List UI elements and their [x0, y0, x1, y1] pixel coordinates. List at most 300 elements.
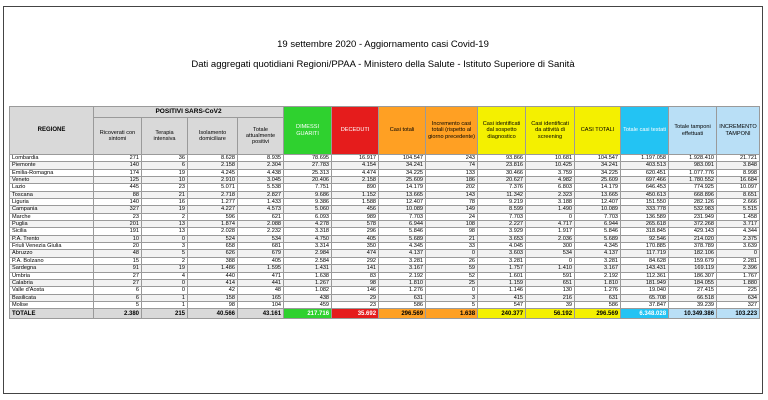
table-cell: 108 — [426, 221, 478, 228]
table-cell: 3.929 — [478, 228, 526, 235]
region-name: Sardegna — [10, 265, 94, 272]
table-cell: 184.055 — [669, 279, 717, 286]
table-cell: 25.609 — [575, 177, 621, 184]
table-row — [10, 228, 760, 235]
table-cell: 48 — [94, 250, 142, 257]
table-cell: 19 — [142, 265, 188, 272]
table-cell: 9.686 — [284, 191, 332, 198]
table-cell: 10.089 — [379, 206, 426, 213]
table-cell: 1.433 — [238, 199, 284, 206]
table-cell: 620.451 — [621, 169, 669, 176]
table-cell: 989 — [332, 213, 379, 220]
table-cell: 146 — [332, 287, 379, 294]
region-name: Marche — [10, 213, 94, 220]
total-cell: 296.569 — [379, 309, 426, 319]
table-cell: 5.689 — [575, 235, 621, 242]
table-cell: 1.490 — [526, 206, 575, 213]
table-cell: 441 — [238, 279, 284, 286]
table-cell: 93.866 — [478, 155, 526, 162]
region-name: Friuli Venezia Giulia — [10, 243, 94, 250]
table-cell: 91 — [94, 265, 142, 272]
region-name: Campania — [10, 206, 94, 213]
table-cell: 1.276 — [379, 287, 426, 294]
table-cell: 6 — [94, 287, 142, 294]
table-cell: 534 — [238, 235, 284, 242]
table-cell: 27 — [94, 279, 142, 286]
table-cell: 191 — [94, 228, 142, 235]
table-cell: 12.407 — [379, 199, 426, 206]
table-cell: 140 — [94, 162, 142, 169]
table-cell: 34.225 — [379, 169, 426, 176]
table-cell: 5.846 — [575, 228, 621, 235]
table-cell: 1.276 — [575, 287, 621, 294]
table-cell: 403.513 — [621, 162, 669, 169]
table-cell: 1 — [142, 294, 188, 301]
table-cell: 1.757 — [478, 265, 526, 272]
table-cell: 4.137 — [575, 250, 621, 257]
table-cell: 1.595 — [238, 265, 284, 272]
table-cell: 2 — [142, 257, 188, 264]
region-name: P.A. Trento — [10, 235, 94, 242]
table-cell: 890 — [332, 184, 379, 191]
table-cell: 4.438 — [238, 169, 284, 176]
table-cell: 1.780.552 — [669, 177, 717, 184]
table-row — [10, 272, 760, 279]
table-cell: 186 — [426, 177, 478, 184]
table-cell: 5.060 — [284, 206, 332, 213]
table-cell: 271 — [94, 155, 142, 162]
table-cell: 7.751 — [284, 184, 332, 191]
table-cell: 1.410 — [526, 265, 575, 272]
total-cell: 56.192 — [526, 309, 575, 319]
table-cell: 2.666 — [717, 199, 760, 206]
table-cell: 429.143 — [669, 228, 717, 235]
table-cell: 201 — [94, 221, 142, 228]
region-name: Molise — [10, 301, 94, 308]
table-cell: 42 — [188, 287, 238, 294]
table-cell: 3.167 — [575, 265, 621, 272]
table-cell: 2.375 — [717, 235, 760, 242]
table-cell: 65.708 — [621, 294, 669, 301]
table-cell: 8.599 — [478, 206, 526, 213]
table-cell: 3.167 — [379, 265, 426, 272]
table-cell: 333.778 — [621, 206, 669, 213]
table-cell: 4.474 — [332, 169, 379, 176]
table-cell: 98 — [188, 301, 238, 308]
table-cell: 8.998 — [717, 169, 760, 176]
table-cell: 3 — [426, 294, 478, 301]
table-cell: 5 — [142, 250, 188, 257]
region-name: P.A. Bolzano — [10, 257, 94, 264]
table-row — [10, 243, 760, 250]
header-tamponi: Totale tamponi effettuati — [669, 107, 717, 155]
table-cell: 52 — [426, 272, 478, 279]
table-cell: 4.750 — [284, 235, 332, 242]
table-cell: 2.227 — [478, 221, 526, 228]
region-name: Emilia-Romagna — [10, 169, 94, 176]
table-cell: 170.885 — [621, 243, 669, 250]
table-cell: 0 — [142, 279, 188, 286]
table-cell: 16 — [142, 199, 188, 206]
table-cell: 3.318 — [284, 228, 332, 235]
table-cell: 459 — [284, 301, 332, 308]
table-cell: 8.628 — [188, 155, 238, 162]
table-cell: 19.040 — [621, 287, 669, 294]
table-row — [10, 287, 760, 294]
table-cell: 626 — [188, 250, 238, 257]
region-name: Lazio — [10, 184, 94, 191]
table-cell: 2.192 — [575, 272, 621, 279]
header-dimessi: DIMESSI GUARITI — [284, 107, 332, 155]
table-cell: 1.197.058 — [621, 155, 669, 162]
table-cell: 92.546 — [621, 235, 669, 242]
table-cell: 143 — [426, 191, 478, 198]
header-incremento-casi: Incremento casi totali (rispetto al giorno precedente) — [426, 107, 478, 155]
table-cell: 6.944 — [575, 221, 621, 228]
table-cell: 186.307 — [669, 272, 717, 279]
table-cell: 586 — [575, 301, 621, 308]
table-cell: 534 — [526, 250, 575, 257]
table-row — [10, 301, 760, 308]
table-cell: 2.984 — [284, 250, 332, 257]
table-cell: 1.588 — [332, 199, 379, 206]
total-cell: 296.569 — [575, 309, 621, 319]
header-casi-totali-2: CASI TOTALI — [575, 107, 621, 155]
table-cell: 1.810 — [379, 279, 426, 286]
table-cell: 125 — [94, 177, 142, 184]
total-cell: 6.348.028 — [621, 309, 669, 319]
table-cell: 9.386 — [284, 199, 332, 206]
positivi-group-header: POSITIVI SARS-CoV2 — [94, 107, 284, 118]
table-cell: 1 — [142, 301, 188, 308]
table-cell: 13 — [142, 221, 188, 228]
table-cell: 78 — [426, 199, 478, 206]
table-cell: 78.695 — [284, 155, 332, 162]
header-terapia-intensiva: Terapia intensiva — [142, 118, 188, 155]
table-cell: 30.466 — [478, 169, 526, 176]
table-cell: 1.267 — [284, 279, 332, 286]
table-cell: 596 — [188, 213, 238, 220]
table-cell: 74 — [426, 162, 478, 169]
table-cell: 681 — [238, 243, 284, 250]
header-ricoverati: Ricoverati con sintomi — [94, 118, 142, 155]
covid-data-table — [9, 106, 760, 319]
header-deceduti: DECEDUTI — [332, 107, 379, 155]
table-row — [10, 250, 760, 257]
region-name: Calabria — [10, 279, 94, 286]
total-cell: 103.223 — [717, 309, 760, 319]
table-cell: 3.045 — [238, 177, 284, 184]
table-cell: 2.718 — [188, 191, 238, 198]
table-cell: 2.281 — [717, 257, 760, 264]
table-body — [10, 155, 760, 309]
table-cell: 621 — [238, 213, 284, 220]
table-cell: 83 — [332, 272, 379, 279]
table-cell: 4.573 — [238, 206, 284, 213]
table-cell: 634 — [717, 294, 760, 301]
table-cell: 471 — [238, 272, 284, 279]
table-cell: 2.192 — [379, 272, 426, 279]
table-cell: 3 — [142, 243, 188, 250]
table-cell: 37.847 — [621, 301, 669, 308]
table-cell: 2.028 — [188, 228, 238, 235]
table-cell: 1.601 — [478, 272, 526, 279]
table-cell: 14.179 — [379, 184, 426, 191]
table-cell: 3.603 — [478, 250, 526, 257]
table-cell: 12.407 — [575, 199, 621, 206]
table-cell: 3.759 — [526, 169, 575, 176]
table-cell: 4.344 — [717, 228, 760, 235]
table-cell: 16.684 — [717, 177, 760, 184]
table-cell: 0 — [526, 213, 575, 220]
table-cell: 182.106 — [669, 250, 717, 257]
table-cell: 216 — [526, 294, 575, 301]
table-cell: 405 — [332, 235, 379, 242]
table-cell: 4.278 — [284, 221, 332, 228]
table-cell: 3.848 — [717, 162, 760, 169]
table-row — [10, 191, 760, 198]
table-cell: 3.281 — [478, 257, 526, 264]
report-sheet — [3, 6, 763, 394]
table-cell: 2.323 — [526, 191, 575, 198]
table-cell: 3.717 — [717, 221, 760, 228]
table-cell: 10.097 — [717, 184, 760, 191]
table-cell: 16.917 — [332, 155, 379, 162]
table-cell: 141 — [332, 265, 379, 272]
table-cell: 84.628 — [621, 257, 669, 264]
table-cell: 158 — [188, 294, 238, 301]
region-name: Lombardia — [10, 155, 94, 162]
table-cell: 532.983 — [669, 206, 717, 213]
table-cell: 7.703 — [478, 213, 526, 220]
table-cell: 3.281 — [379, 257, 426, 264]
table-cell: 48 — [238, 287, 284, 294]
table-cell: 327 — [94, 206, 142, 213]
table-cell: 33 — [426, 243, 478, 250]
table-cell: 445 — [94, 184, 142, 191]
table-cell: 21 — [426, 235, 478, 242]
table-cell: 2.232 — [238, 228, 284, 235]
table-cell: 2.584 — [284, 257, 332, 264]
total-cell: 40.566 — [188, 309, 238, 319]
table-cell: 1.917 — [526, 228, 575, 235]
table-cell: 20.406 — [284, 177, 332, 184]
table-cell: 440 — [188, 272, 238, 279]
region-name: Abruzzo — [10, 250, 94, 257]
total-cell: 1.638 — [426, 309, 478, 319]
table-row — [10, 221, 760, 228]
total-cell: 240.377 — [478, 309, 526, 319]
table-cell: 414 — [188, 279, 238, 286]
table-cell: 231.949 — [669, 213, 717, 220]
table-cell: 133 — [426, 169, 478, 176]
table-cell: 112.361 — [621, 272, 669, 279]
header-row-group — [10, 107, 760, 118]
table-row — [10, 169, 760, 176]
region-name: Veneto — [10, 177, 94, 184]
table-cell: 1.077.776 — [669, 169, 717, 176]
table-cell: 2.158 — [332, 177, 379, 184]
table-cell: 327 — [717, 301, 760, 308]
region-name: Basilicata — [10, 294, 94, 301]
table-cell: 24 — [426, 213, 478, 220]
table-cell: 282.126 — [669, 199, 717, 206]
table-cell: 181.949 — [621, 279, 669, 286]
table-cell: 36 — [142, 155, 188, 162]
table-cell: 143.431 — [621, 265, 669, 272]
table-cell: 23 — [94, 213, 142, 220]
table-cell: 405 — [238, 257, 284, 264]
header-totale-positivi: Totale attualmente positivi — [238, 118, 284, 155]
table-cell: 296 — [332, 228, 379, 235]
table-cell: 2.827 — [238, 191, 284, 198]
table-cell: 10 — [142, 177, 188, 184]
table-cell: 4.345 — [575, 243, 621, 250]
table-cell: 66.518 — [669, 294, 717, 301]
table-cell: 225 — [717, 287, 760, 294]
table-cell: 2.304 — [238, 162, 284, 169]
header-casi-testati: Totale casi testati — [621, 107, 669, 155]
table-cell: 1.767 — [717, 272, 760, 279]
table-row — [10, 235, 760, 242]
table-cell: 3.188 — [526, 199, 575, 206]
table-cell: 474 — [332, 250, 379, 257]
table-cell: 1.458 — [717, 213, 760, 220]
table-cell: 104 — [238, 301, 284, 308]
table-cell: 165 — [238, 294, 284, 301]
region-name: Toscana — [10, 191, 94, 198]
table-cell: 378.789 — [669, 243, 717, 250]
table-cell: 5 — [94, 301, 142, 308]
table-cell: 0 — [717, 250, 760, 257]
table-cell: 415 — [478, 294, 526, 301]
report-title: 19 settembre 2020 - Aggiornamento casi Covid-19 — [277, 39, 489, 50]
totals-label: TOTALE — [10, 309, 94, 319]
table-cell: 25.609 — [379, 177, 426, 184]
table-cell: 1.638 — [284, 272, 332, 279]
table-cell: 10 — [94, 235, 142, 242]
table-cell: 5.689 — [379, 235, 426, 242]
table-cell: 668.896 — [669, 191, 717, 198]
table-cell: 29 — [332, 294, 379, 301]
table-cell: 2.910 — [188, 177, 238, 184]
table-cell: 98 — [332, 279, 379, 286]
table-cell: 6.803 — [526, 184, 575, 191]
table-cell: 0 — [426, 287, 478, 294]
table-cell: 25.313 — [284, 169, 332, 176]
table-cell: 98 — [426, 228, 478, 235]
report-subtitle: Dati aggregati quotidiani Regioni/PPAA - Ministero della Salute - Istituto Superiore di Sanità — [191, 59, 575, 70]
table-cell: 88 — [94, 191, 142, 198]
table-cell: 117.719 — [621, 250, 669, 257]
table-cell: 5.846 — [379, 228, 426, 235]
region-header: REGIONE — [10, 107, 94, 155]
table-row — [10, 177, 760, 184]
total-cell: 10.349.386 — [669, 309, 717, 319]
table-cell: 151.550 — [621, 199, 669, 206]
table-cell: 1.874 — [188, 221, 238, 228]
table-cell: 1.146 — [478, 287, 526, 294]
table-cell: 6 — [142, 162, 188, 169]
header-sospetto-diagnostico: Casi identificati dal sospetto diagnostico — [478, 107, 526, 155]
table-row — [10, 257, 760, 264]
table-cell: 130 — [526, 287, 575, 294]
table-cell: 243 — [426, 155, 478, 162]
region-name: Sicilia — [10, 228, 94, 235]
table-cell: 697.466 — [621, 177, 669, 184]
table-cell: 5.538 — [238, 184, 284, 191]
table-cell: 456 — [332, 206, 379, 213]
table-cell: 13.665 — [575, 191, 621, 198]
table-cell: 265.618 — [621, 221, 669, 228]
table-cell: 300 — [526, 243, 575, 250]
table-cell: 524 — [188, 235, 238, 242]
total-cell: 217.716 — [284, 309, 332, 319]
table-cell: 586 — [379, 301, 426, 308]
table-cell: 214.020 — [669, 235, 717, 242]
table-cell: 20 — [94, 243, 142, 250]
table-cell: 2.396 — [717, 265, 760, 272]
table-cell: 578 — [332, 221, 379, 228]
table-cell: 27.415 — [669, 287, 717, 294]
table-cell: 646.453 — [621, 184, 669, 191]
total-cell: 215 — [142, 309, 188, 319]
table-cell: 4.345 — [379, 243, 426, 250]
table-cell: 23 — [332, 301, 379, 308]
table-cell: 388 — [188, 257, 238, 264]
table-cell: 149 — [426, 206, 478, 213]
table-cell: 20.627 — [478, 177, 526, 184]
table-cell: 318.845 — [621, 228, 669, 235]
table-cell: 5.515 — [717, 206, 760, 213]
table-cell: 10.425 — [526, 162, 575, 169]
table-cell: 21.721 — [717, 155, 760, 162]
table-cell: 6 — [94, 294, 142, 301]
table-cell: 4.227 — [188, 206, 238, 213]
table-cell: 350 — [332, 243, 379, 250]
total-cell: 35.692 — [332, 309, 379, 319]
table-cell: 631 — [379, 294, 426, 301]
table-cell: 450.613 — [621, 191, 669, 198]
table-cell: 104.547 — [379, 155, 426, 162]
table-cell: 0 — [426, 250, 478, 257]
table-cell: 6.093 — [284, 213, 332, 220]
region-name: Puglia — [10, 221, 94, 228]
table-cell: 438 — [284, 294, 332, 301]
table-cell: 372.268 — [669, 221, 717, 228]
table-cell: 34.241 — [575, 162, 621, 169]
table-cell: 26 — [426, 257, 478, 264]
table-cell: 14.179 — [575, 184, 621, 191]
table-cell: 3.639 — [717, 243, 760, 250]
table-cell: 4.154 — [332, 162, 379, 169]
table-cell: 7.703 — [575, 213, 621, 220]
header-casi-totali: Casi totali — [379, 107, 426, 155]
table-cell: 15 — [94, 257, 142, 264]
table-cell: 1.486 — [188, 265, 238, 272]
table-cell: 3.314 — [284, 243, 332, 250]
region-name: Piemonte — [10, 162, 94, 169]
total-cell: 2.380 — [94, 309, 142, 319]
table-cell: 34.241 — [379, 162, 426, 169]
table-cell: 4.137 — [379, 250, 426, 257]
table-cell: 591 — [526, 272, 575, 279]
table-cell: 983.091 — [669, 162, 717, 169]
table-cell: 1.810 — [575, 279, 621, 286]
table-cell: 34.225 — [575, 169, 621, 176]
table-cell: 547 — [478, 301, 526, 308]
table-cell: 136.589 — [621, 213, 669, 220]
